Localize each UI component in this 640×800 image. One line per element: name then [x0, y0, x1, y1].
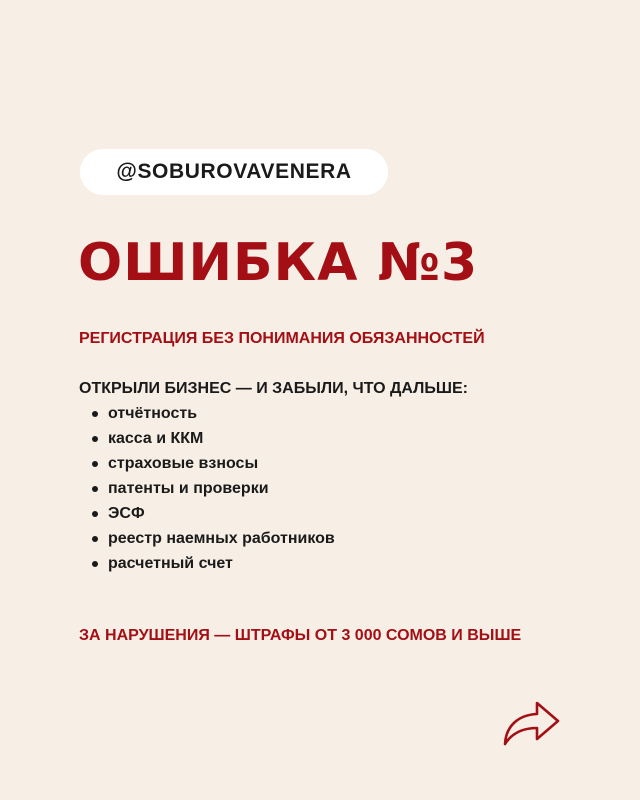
bullet-icon	[92, 461, 98, 467]
list-item-text: отчётность	[108, 405, 198, 422]
list-item	[92, 451, 335, 476]
bullet-icon	[92, 511, 98, 517]
list-item-text: реестр наемных работников	[108, 530, 335, 547]
list-item	[92, 401, 335, 426]
bullet-icon	[92, 436, 98, 442]
bullet-icon	[92, 536, 98, 542]
list-item	[92, 476, 335, 501]
share-arrow-icon[interactable]	[500, 696, 562, 748]
list-intro: ОТКРЫЛИ БИЗНЕС — И ЗАБЫЛИ, ЧТО ДАЛЬШЕ:	[79, 380, 468, 397]
list-item-text: страховые взносы	[108, 455, 259, 472]
account-handle-badge	[80, 149, 388, 195]
list-item	[92, 501, 335, 526]
list-item-text: ЭСФ	[108, 505, 145, 522]
bullet-icon	[92, 561, 98, 567]
bullet-icon	[92, 411, 98, 417]
list-item	[92, 526, 335, 551]
list-item-text: касса и ККМ	[108, 430, 204, 447]
slide-title: ОШИБКА №3	[78, 233, 479, 293]
list-item	[92, 426, 335, 451]
list-item	[92, 551, 335, 576]
slide-subtitle: РЕГИСТРАЦИЯ БЕЗ ПОНИМАНИЯ ОБЯЗАННОСТЕЙ	[79, 330, 485, 347]
obligations-list	[92, 401, 335, 576]
bullet-icon	[92, 486, 98, 492]
account-handle: @SOBUROVAVENERA	[116, 160, 352, 183]
penalty-note: ЗА НАРУШЕНИЯ — ШТРАФЫ ОТ 3 000 СОМОВ И ВЫШЕ	[79, 627, 522, 644]
list-item-text: патенты и проверки	[108, 480, 269, 497]
share-arrow-icon-graphic	[500, 696, 562, 748]
list-item-text: расчетный счет	[108, 555, 233, 572]
